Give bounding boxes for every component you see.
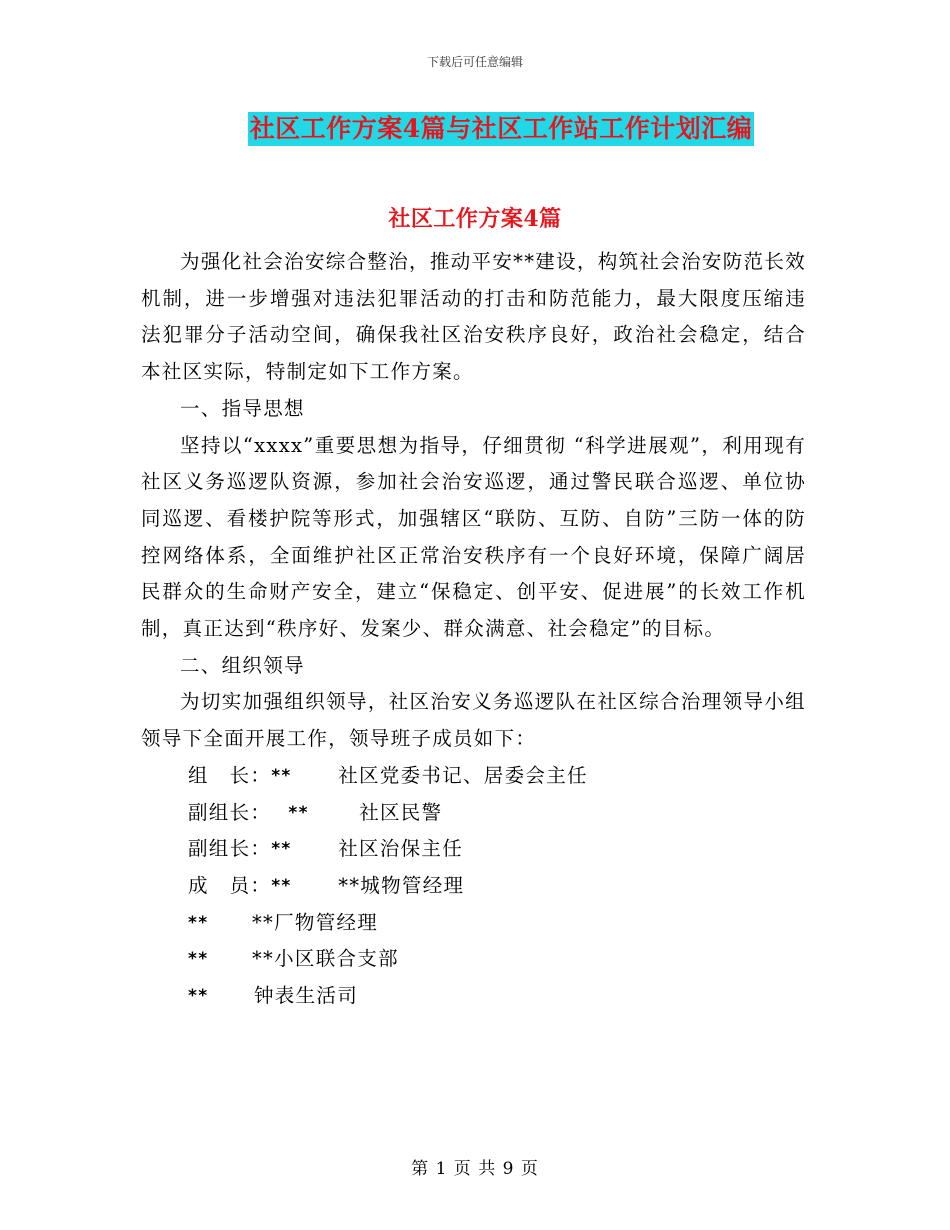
roster-desc: 钟表生活司 xyxy=(254,984,359,1008)
roster-role: 组 长： xyxy=(188,763,272,787)
roster-name: ** xyxy=(271,875,292,896)
heading-organization: 二、组织领导 xyxy=(180,653,305,677)
paragraph-intro: 为强化社会治安综合整治，推动平安**建设，构筑社会治安防范长效机制，进一步增强对违法犯罪活动的打击和防范能力，最大限度压缩违法犯罪分子活动空间，确保我社区治安秩序良好，政治社会稳定，结合本社区实际，特制定如下工作方案。 xyxy=(141,250,806,384)
page-footer: 第 1 页 共 9 页 xyxy=(411,1159,539,1179)
roster-role: 副组长： xyxy=(188,837,272,861)
paragraph-guiding-ideology: 坚持以“xxxx”重要思想为指导，仔细贯彻 “科学进展观”，利用现有社区义务巡逻队资源，参加社会治安巡逻，通过警民联合巡逻、单位协同巡逻、看楼护院等形式，加强辖区“联防、互防、自防”三防一体的防控网络体系，全面维护社区正常治安秩序有一个良好环境，保障广阔居民群众的生命财产安全，建立“保稳定、创平安、促进展”的长效工作机制，真正达到“秩序好、发案少、群众满意、社会稳定”的目标。 xyxy=(141,433,806,641)
roster-desc: **小区联合支部 xyxy=(252,947,399,971)
header-note: 下载后可任意编辑 xyxy=(426,55,523,69)
roster-name: ** xyxy=(271,765,292,786)
roster-name: ** xyxy=(281,802,309,823)
roster-row xyxy=(141,795,806,832)
roster-list xyxy=(141,758,806,1015)
heading-guiding-ideology: 一、指导思想 xyxy=(180,396,305,420)
roster-name: ** xyxy=(188,949,209,970)
document-title-wrap xyxy=(0,112,950,146)
roster-desc: 社区治保主任 xyxy=(338,837,464,861)
document-body xyxy=(141,244,806,1015)
roster-row xyxy=(141,905,806,942)
roster-desc: **城物管经理 xyxy=(338,873,465,897)
section-title: 社区工作方案4篇 xyxy=(388,206,562,232)
document-title: 社区工作方案4篇与社区工作站工作计划汇编 xyxy=(248,112,754,146)
roster-role: 副组长： xyxy=(188,800,272,824)
roster-row xyxy=(141,978,806,1015)
paragraph-organization: 为切实加强组织领导，社区治安义务巡逻队在社区综合治理领导小组领导下全面开展工作，领导班子成员如下： xyxy=(141,690,806,751)
roster-name: ** xyxy=(188,912,209,933)
roster-desc: 社区民警 xyxy=(359,800,443,824)
roster-desc: 社区党委书记、居委会主任 xyxy=(338,763,588,787)
roster-row xyxy=(141,868,806,905)
roster-name: ** xyxy=(271,839,292,860)
roster-desc: **厂物管经理 xyxy=(252,910,379,934)
roster-row xyxy=(141,941,806,978)
roster-role: 成 员： xyxy=(188,873,272,897)
roster-row xyxy=(141,831,806,868)
roster-row xyxy=(141,758,806,795)
roster-name: ** xyxy=(188,986,209,1007)
